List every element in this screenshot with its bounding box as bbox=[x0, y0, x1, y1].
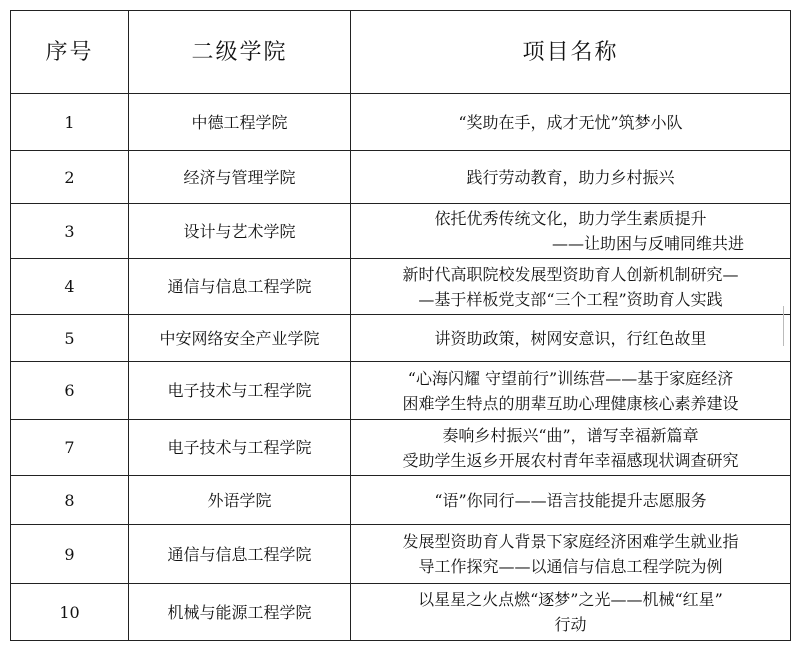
college-cell: 通信与信息工程学院 bbox=[129, 525, 351, 584]
college-cell: 设计与艺术学院 bbox=[129, 204, 351, 259]
college-cell: 机械与能源工程学院 bbox=[129, 584, 351, 641]
table-header-row bbox=[11, 11, 791, 94]
table-row bbox=[11, 315, 791, 362]
header-serial: 序号 bbox=[11, 11, 129, 94]
header-college: 二级学院 bbox=[129, 11, 351, 94]
project-line: 新时代高职院校发展型资助育人创新机制研究— bbox=[402, 264, 739, 284]
table-row bbox=[11, 151, 791, 204]
project-line: “奖助在手，成才无忧”筑梦小队 bbox=[458, 112, 683, 132]
table-row bbox=[11, 476, 791, 525]
serial-cell: 2 bbox=[11, 151, 129, 204]
project-cell bbox=[351, 94, 791, 151]
serial-cell: 5 bbox=[11, 315, 129, 362]
project-cell bbox=[351, 525, 791, 584]
project-line: 困难学生特点的朋辈互助心理健康核心素养建设 bbox=[402, 393, 739, 413]
project-cell bbox=[351, 362, 791, 420]
college-cell: 通信与信息工程学院 bbox=[129, 259, 351, 315]
serial-cell: 1 bbox=[11, 94, 129, 151]
table-row bbox=[11, 259, 791, 315]
project-table bbox=[10, 10, 791, 641]
project-line: ——让助困与反哺同维共进 bbox=[551, 234, 744, 253]
serial-cell: 4 bbox=[11, 259, 129, 315]
serial-cell: 3 bbox=[11, 204, 129, 259]
project-line: 以星星之火点燃“逐梦”之光——机械“红星” bbox=[418, 590, 723, 609]
project-line: —基于样板党支部“三个工程”资助育人实践 bbox=[418, 289, 723, 309]
project-cell bbox=[351, 420, 791, 476]
project-cell bbox=[351, 204, 791, 259]
project-line: 受助学生返乡开展农村青年幸福感现状调查研究 bbox=[402, 450, 739, 470]
project-line: 奏响乡村振兴“曲”，谱写幸福新篇章 bbox=[442, 425, 699, 445]
table-row bbox=[11, 525, 791, 584]
serial-cell: 10 bbox=[11, 584, 129, 641]
table-row bbox=[11, 420, 791, 476]
serial-cell: 6 bbox=[11, 362, 129, 420]
project-cell bbox=[351, 151, 791, 204]
serial-cell: 8 bbox=[11, 476, 129, 525]
project-cell bbox=[351, 584, 791, 641]
project-cell bbox=[351, 259, 791, 315]
project-line: “语”你同行——语言技能提升志愿服务 bbox=[434, 490, 707, 510]
college-cell: 电子技术与工程学院 bbox=[129, 420, 351, 476]
table-row bbox=[11, 94, 791, 151]
project-cell bbox=[351, 476, 791, 525]
project-cell bbox=[351, 315, 791, 362]
project-line: “心海闪耀 守望前行”训练营——基于家庭经济 bbox=[407, 368, 734, 388]
project-line: 发展型资助育人背景下家庭经济困难学生就业指 bbox=[402, 532, 739, 551]
serial-cell: 7 bbox=[11, 420, 129, 476]
table-row bbox=[11, 584, 791, 641]
project-line: 践行劳动教育，助力乡村振兴 bbox=[466, 167, 675, 187]
document-page bbox=[6, 6, 792, 648]
table-row bbox=[11, 204, 791, 259]
college-cell: 电子技术与工程学院 bbox=[129, 362, 351, 420]
project-line: 行动 bbox=[554, 615, 587, 634]
project-line: 讲资助政策，树网安意识，行红色故里 bbox=[434, 328, 707, 348]
college-cell: 经济与管理学院 bbox=[129, 151, 351, 204]
college-cell: 中德工程学院 bbox=[129, 94, 351, 151]
header-project: 项目名称 bbox=[351, 11, 791, 94]
table-row bbox=[11, 362, 791, 420]
project-line: 导工作探究——以通信与信息工程学院为例 bbox=[418, 557, 723, 576]
project-line: 依托优秀传统文化，助力学生素质提升 bbox=[434, 209, 707, 228]
page-edge-divider bbox=[783, 306, 790, 346]
serial-cell: 9 bbox=[11, 525, 129, 584]
college-cell: 外语学院 bbox=[129, 476, 351, 525]
college-cell: 中安网络安全产业学院 bbox=[129, 315, 351, 362]
